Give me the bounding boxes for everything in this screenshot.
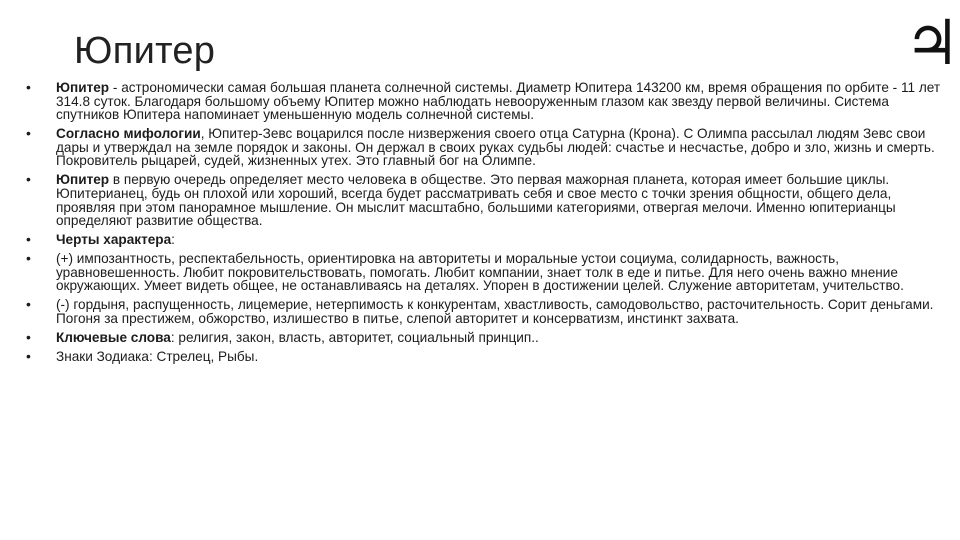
item-bold-lead: Черты характера [56, 232, 172, 248]
list-item [26, 328, 948, 345]
bullet-list [26, 81, 948, 369]
bullet-icon: • [26, 79, 31, 95]
bullet-icon: • [26, 296, 31, 313]
bullet-icon: • [26, 125, 31, 142]
bullet-icon: • [26, 328, 31, 345]
item-text: : [171, 232, 175, 248]
bullet-icon: • [26, 250, 31, 267]
item-text: в первую очередь определяет место человека в обществе. Это первая мажорная планета, которая имеет большие циклы. Юпитерианец, будь он плохой или хороший, всегда будет рассматривать себя и свое место с точки зрения общности, общего дела, проявляя при этом панорамное мышление. Он мыслит масштабно, большими категориями, отвергая мелочи. Именно юпитерианцы определяют развитие общества. [56, 172, 896, 229]
list-item [26, 173, 948, 227]
item-bold-lead: Юпитер [56, 172, 110, 188]
item-text: Знаки Зодиака: Стрелец, Рыбы. [56, 348, 259, 364]
bullet-icon: • [26, 231, 31, 248]
item-bold-lead: Ключевые слова [56, 329, 171, 345]
item-text: , Юпитер-Зевс воцарился после низвержения своего отца Сатурна (Крона). С Олимпа рассылал людям Зевс свои дары и утверждал на земле порядок и законы. Он держал в своих руках судьбы людей: счастье и несчастье, добро и зло, жизнь и смерть. Покровитель рыцарей, судей, жизненных утех. Это главный бог на Олимпе. [56, 126, 935, 169]
slide-title: Юпитер [74, 30, 216, 72]
item-bold-lead: Юпитер [56, 80, 110, 95]
list-item [26, 233, 948, 247]
list-item [26, 347, 948, 364]
item-text: : религия, закон, власть, авторитет, социальный принцип.. [170, 329, 539, 345]
item-text: (+) импозантность, респектабельность, ориентировка на авторитеты и моральные устои социума, солидарность, важность, уравновешенность. Любит покровительствовать, помогать. Любит компании, знает толк в еде и питье. Для него очень важно мнение окружающих. Умеет видеть общее, не останавливаясь на деталях. Упорен в достижении целей. Служение авторитетам, учительство. [56, 251, 904, 294]
list-item [26, 252, 948, 293]
item-text: (-) гордыня, распущенность, лицемерие, нетерпимость к конкурентам, хвастливость, самодовольство, расточительность. Сорит деньгами. Погоня за престижем, обжорство, излишество в питье, слепой авторитет и консерватизм, инстинкт захвата. [56, 297, 934, 326]
bullet-icon: • [26, 347, 31, 364]
item-bold-lead: Согласно мифологии [56, 126, 201, 142]
bullet-icon: • [26, 171, 31, 188]
list-item [26, 127, 948, 168]
item-text: - астрономически самая большая планета солнечной системы. Диаметр Юпитера 143200 км, время обращения по орбите - 11 лет 314.8 суток. Благодаря большому объему Юпитер можно наблюдать невооруженным глазом как звезду первой величины. Система спутников Юпитера напоминает уменьшенную модель солнечной системы. [56, 80, 941, 123]
list-item [26, 81, 948, 122]
list-item [26, 298, 948, 325]
jupiter-symbol-icon: ♃ [904, 6, 960, 79]
